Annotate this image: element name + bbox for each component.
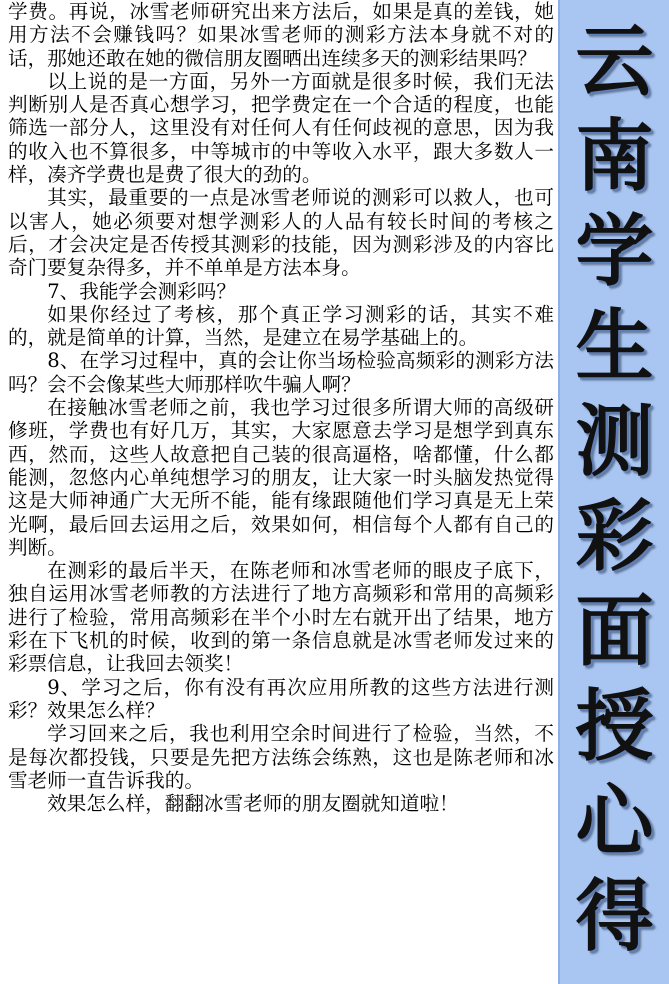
banner-char: 学 xyxy=(575,206,654,297)
paragraph: 如果你经过了考核，那个真正学习测彩的话，其实不难的，就是简单的计算，当然，是建立在易学基础上的。 xyxy=(8,302,554,350)
paragraph: 以上说的是一方面，另外一方面就是很多时候，我们无法判断别人是否真心想学习，把学费定在一个合适的程度，也能筛选一部分人，这里没有对任何人有任何歧视的意思，因为我的收入也不算很多，中等城市的中等收入水平，跟大多数人一样，凑齐学费也是费了很大的劲的。 xyxy=(8,69,554,187)
banner-char: 授 xyxy=(575,681,654,772)
banner-char: 得 xyxy=(575,871,654,962)
paragraph: 其实，最重要的一点是冰雪老师说的测彩可以救人，也可以害人，她必须要对想学测彩人的人品有较长时间的考核之后，才会决定是否传授其测彩的技能，因为测彩涉及的内容比奇门要复杂得多，并不单单是方法本身。 xyxy=(8,186,554,280)
article-text xyxy=(8,0,554,984)
banner-char: 心 xyxy=(575,776,654,867)
paragraph: 学习回来之后，我也利用空余时间进行了检验，当然，不是每次都投钱，只要是先把方法练会练熟，这也是陈老师和冰雪老师一直告诉我的。 xyxy=(8,722,554,792)
paragraph: 在测彩的最后半天，在陈老师和冰雪老师的眼皮子底下，独自运用冰雪老师教的方法进行了地方高频彩和常用的高频彩进行了检验，常用高频彩在半个小时左右就开出了结果，地方彩在下飞机的时候，收到的第一条信息就是冰雪老师发过来的彩票信息，让我回去领奖！ xyxy=(8,559,554,676)
banner-char: 生 xyxy=(575,301,654,392)
paragraph: 在接触冰雪老师之前，我也学习过很多所谓大师的高级研修班，学费也有好几万，其实，大家愿意去学习是想学到真东西，然而，这些人故意把自己装的很高逼格，啥都懂，什么都能测，忽悠内心单纯想学习的朋友，让大家一时头脑发热觉得这是大师神通广大无所不能，能有缘跟随他们学习真是无上荣光啊，最后回去运用之后，效果如何，相信每个人都有自己的判断。 xyxy=(8,396,554,559)
banner-char: 云 xyxy=(575,16,654,107)
side-title-banner xyxy=(558,0,669,984)
paragraph: 效果怎么样，翻翻冰雪老师的朋友圈就知道啦！ xyxy=(47,792,459,816)
question-heading: 9、学习之后，你有没有再次应用所教的这些方法进行测彩？效果怎么样？ xyxy=(8,675,554,722)
question-heading: 8、在学习过程中，真的会让你当场检验高频彩的测彩方法吗？会不会像某些大师那样吹牛骗人啊？ xyxy=(8,349,554,396)
paragraph-continuation: 学费。再说，冰雪老师研究出来方法后，如果是真的差钱，她用方法不会赚钱吗？如果冰雪老师的测彩方法本身就不对的话，那她还敢在她的微信朋友圈晒出连续多天的测彩结果吗？ xyxy=(8,0,554,70)
question-heading: 7、我能学会测彩吗？ xyxy=(47,279,236,303)
banner-char: 彩 xyxy=(575,491,654,582)
banner-char: 南 xyxy=(575,111,654,202)
banner-char: 测 xyxy=(575,396,654,487)
banner-char: 面 xyxy=(575,586,654,677)
